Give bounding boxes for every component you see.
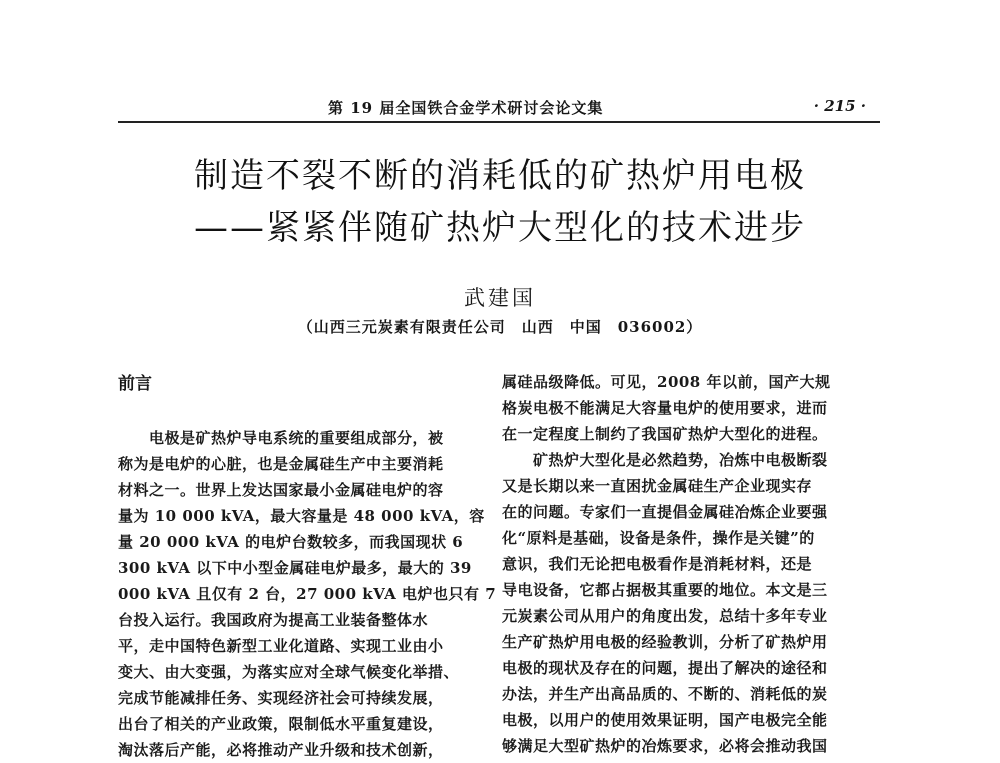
text-line: 完成节能减排任务、实现经济社会可持续发展， [118, 689, 444, 707]
text-line: 在一定程度上制约了我国矿热炉大型化的进程。 [502, 425, 828, 443]
text-line: 元炭素公司从用户的角度出发，总结十多年专业 [502, 607, 828, 625]
text-line: 电极的现状及存在的问题，提出了解决的途径和 [502, 659, 828, 677]
text-line: 电极，以用户的使用效果证明，国产电极完全能 [502, 711, 828, 729]
author-name: 武建国 [464, 286, 536, 310]
text-line: 生产矿热炉用电极的经验教训，分析了矿热炉用 [502, 633, 828, 651]
paper-title: 制造不裂不断的消耗低的矿热炉用电极 [194, 156, 806, 196]
text-line: 量为 10 000 kVA，最大容量是 48 000 kVA，容 [118, 507, 485, 525]
text-line: 办法，并生产出高品质的、不断的、消耗低的炭 [502, 685, 828, 703]
text-line: 属硅品级降低。可见，2008 年以前，国产大规 [502, 373, 831, 391]
text-line: 电极是矿热炉导电系统的重要组成部分，被 [118, 429, 444, 447]
text-line: 导电设备，它都占据极其重要的地位。本文是三 [502, 581, 828, 599]
running-header [118, 95, 880, 123]
text-line: 淘汰落后产能，必将推动产业升级和技术创新， [118, 741, 444, 759]
text-line: 在的问题。专家们一直提倡金属硅冶炼企业要强 [502, 503, 828, 521]
text-line: 称为是电炉的心脏，也是金属硅生产中主要消耗 [118, 455, 444, 473]
text-line: 材料之一。世界上发达国家最小金属硅电炉的容 [118, 481, 444, 499]
author-affiliation: （山西三元炭素有限责任公司 山西 中国 036002） [297, 318, 703, 336]
text-line: 又是长期以来一直困扰金属硅生产企业现实存 [502, 477, 813, 495]
text-line: 台投入运行。我国政府为提高工业装备整体水 [118, 611, 429, 629]
text-line: 300 kVA 以下中小型金属硅电炉最多，最大的 39 [118, 559, 472, 577]
text-line: 量 20 000 kVA 的电炉台数较多，而我国现状 6 [118, 533, 464, 551]
text-line: 出台了相关的产业政策，限制低水平重复建设， [118, 715, 444, 733]
text-line: 够满足大型矿热炉的冶炼要求，必将会推动我国 [502, 737, 828, 755]
text-line: 矿热炉大型化是必然趋势，冶炼中电极断裂 [502, 451, 828, 469]
paper-subtitle: ——紧紧伴随矿热炉大型化的技术进步 [194, 208, 806, 248]
text-line: 变大、由大变强，为落实应对全球气候变化举措、 [118, 663, 460, 681]
section-heading-preface: 前言 [118, 374, 152, 394]
text-line: 意识，我们无论把电极看作是消耗材料，还是 [502, 555, 813, 573]
text-line: 000 kVA 且仅有 2 台，27 000 kVA 电炉也只有 7 [118, 585, 497, 603]
page-number: · 215 · [813, 97, 866, 115]
right-column [502, 369, 880, 759]
left-column [118, 369, 496, 763]
text-line: 格炭电极不能满足大容量电炉的使用要求，进而 [502, 399, 828, 417]
text-line: 平，走中国特色新型工业化道路、实现工业由小 [118, 637, 444, 655]
journal-title: 第 19 届全国铁合金学术研讨会论文集 [328, 99, 604, 117]
text-line: 化“原料是基础，设备是条件，操作是关键”的 [502, 529, 815, 547]
